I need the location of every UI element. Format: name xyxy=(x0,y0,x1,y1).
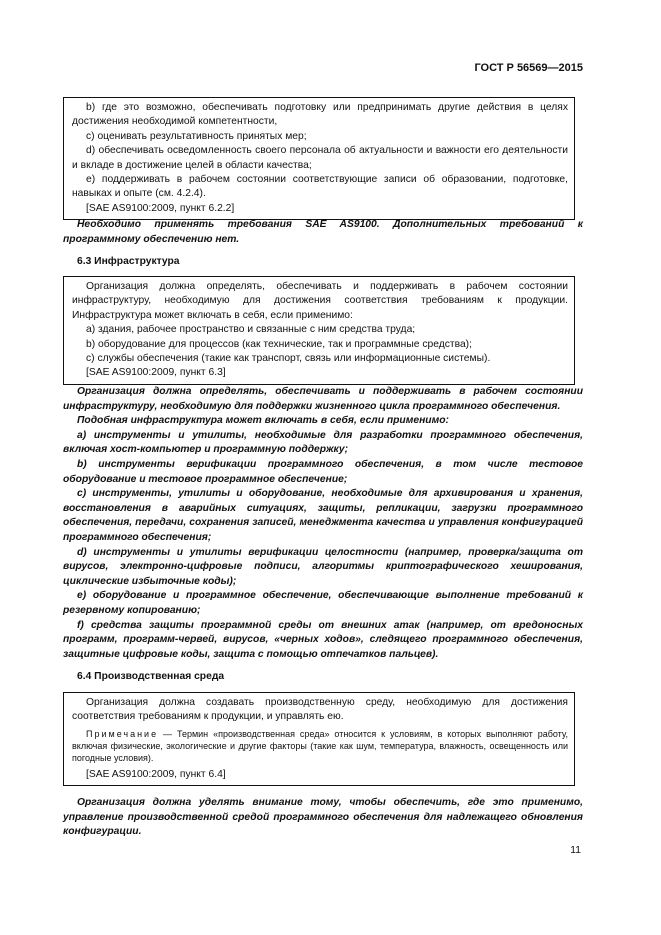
requirement-paragraph: Необходимо применять требования SAE AS9100. Дополнительных требований к программному обеспечению нет. xyxy=(63,219,583,245)
box-text: Организация должна создавать производственную среду, необходимую для достижения соответствия требованиям к продукции, и управлять ею. xyxy=(72,697,568,723)
list-item: c) инструменты, утилиты и оборудование, необходимые для архивирования и хранения, восстановления в аварийных ситуациях, защиты, репликации, загрузки программного обеспечения, передачи, сохранения записей, менеджмента качества и управления конфигурацией программного обеспечения; xyxy=(63,488,583,543)
list-item: Организация должна определять, обеспечивать и поддерживать в рабочем состоянии инфраструктуру, необходимую для поддержки жизненного цикла программного обеспечения. xyxy=(63,386,583,412)
document-code: ГОСТ Р 56569—2015 xyxy=(474,62,583,74)
source-reference: [SAE AS9100:2009, пункт 6.4] xyxy=(86,768,226,780)
note-text: — Термин «производственная среда» относится к условиям, в которых выполняют работу, включая физические, экологические и другие факторы (такие как шум, температура, влажность, освещенность или погодные условия). xyxy=(72,728,568,763)
list-item: e) поддерживать в рабочем состоянии соответствующие записи об образовании, подготовке, навыках и опыте (см. 4.2.4). xyxy=(72,174,568,200)
infrastructure-requirements xyxy=(63,385,583,662)
list-item: b) инструменты верификации программного обеспечения, в том числе тестовое оборудование и тестовое программное обеспечение; xyxy=(63,458,583,485)
list-item: a) инструменты и утилиты, необходимые для разработки программного обеспечения, включая хост-компьютер и программную поддержку; xyxy=(63,429,583,456)
section-heading-6-4: 6.4 Производственная среда xyxy=(77,671,225,682)
quote-box-work-environment xyxy=(63,692,575,786)
source-reference: [SAE AS9100:2009, пункт 6.2.2] xyxy=(86,202,235,214)
page-number: 11 xyxy=(570,845,581,856)
list-item: a) здания, рабочее пространство и связанные с ним средства труда; xyxy=(86,324,416,336)
section-heading-6-3: 6.3 Инфраструктура xyxy=(77,256,180,267)
list-item: e) оборудование и программное обеспечение, обеспечивающие выполнение требований к резервному копированию; xyxy=(63,590,583,616)
list-item: f) средства защиты программной среды от внешних атак (например, от вредоносных программ, программ-червей, вирусов, «черных ходов», следящего программного обеспечения, защитные цифровые коды, защита с помощью отпечатков пальцев). xyxy=(63,619,583,660)
note-label: Примечание xyxy=(86,728,159,739)
list-item: b) где это возможно, обеспечивать подготовку или предпринимать другие действия в целях достижения необходимой компетентности, xyxy=(72,102,568,128)
list-item: c) оценивать результативность принятых мер; xyxy=(86,130,307,142)
source-reference: [SAE AS9100:2009, пункт 6.3] xyxy=(86,367,226,379)
list-item: Подобная инфраструктура может включать в себя, если применимо: xyxy=(77,415,449,427)
list-item: b) оборудование для процессов (как технические, так и программные средства); xyxy=(86,338,472,350)
quote-box-competence xyxy=(63,97,575,220)
list-item: d) инструменты и утилиты верификации целостности (например, проверка/защита от вирусов, электронно-цифровые подписи, алгоритмы криптографического хеширования, циклические избыточные коды); xyxy=(63,546,583,587)
list-item: Организация должна определять, обеспечивать и поддерживать в рабочем состоянии инфраструктуру, необходимую для достижения соответствия требованиям к продукции. Инфраструктура может включать в себя, если применимо: xyxy=(72,281,568,321)
list-item: d) обеспечивать осведомленность своего персонала об актуальности и важности его деятельности и вкладе в достижение целей в области качества; xyxy=(72,145,568,171)
note xyxy=(72,728,568,764)
list-item: c) службы обеспечения (такие как транспорт, связь или информационные системы). xyxy=(86,353,491,365)
work-environment-requirement: Организация должна уделять внимание тому, чтобы обеспечить, где это применимо, управление производственной средой программного обеспечения для надлежащего обновления конфигурации. xyxy=(63,797,583,838)
quote-box-infrastructure xyxy=(63,276,575,385)
